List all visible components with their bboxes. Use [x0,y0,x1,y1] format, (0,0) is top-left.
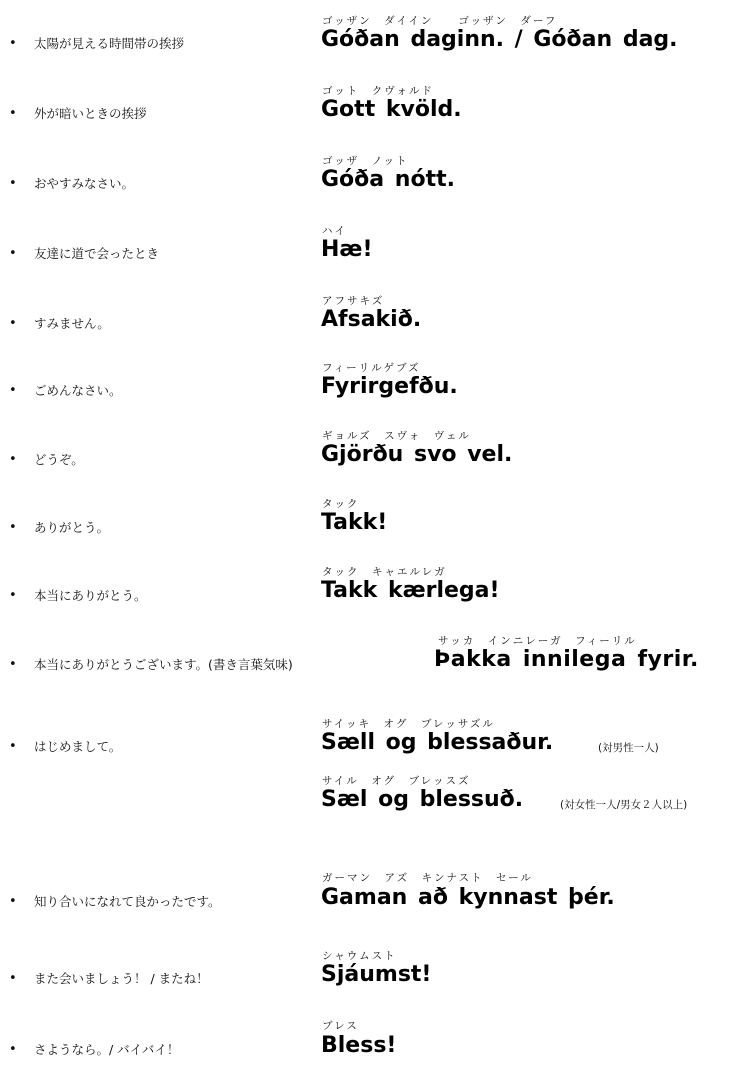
katakana-reading: タック キャエルレガ [322,566,447,578]
bullet-icon: • [9,176,17,191]
katakana-reading: シャウムスト [322,950,397,962]
japanese-meaning: どうぞ。 [34,452,84,467]
katakana-reading: ゴッザ ノット [322,155,409,167]
usage-note: (対男性一人) [598,742,659,754]
japanese-meaning: 外が暗いときの挨拶 [34,106,147,121]
bullet-icon: • [9,316,17,331]
katakana-reading: タック [322,498,360,510]
icelandic-phrase: Góðan daginn. / Góðan dag. [321,27,678,52]
japanese-meaning: 友達に道で会ったとき [34,246,160,261]
japanese-meaning: ごめんなさい。 [34,383,122,398]
bullet-icon: • [9,1042,17,1057]
icelandic-phrase: Sjáumst! [321,962,432,987]
japanese-meaning: 太陽が見える時間帯の挨拶 [34,36,185,51]
bullet-icon: • [9,971,17,986]
katakana-reading: ガーマン アズ キンナスト セール [322,872,533,884]
bullet-icon: • [9,246,17,261]
icelandic-phrase: Fyrirgefðu. [321,374,458,399]
icelandic-phrase: Þakka innilega fyrir. [434,647,699,672]
japanese-meaning: さようなら。/ バイバイ！ [34,1042,180,1057]
katakana-reading: ゴッザン ダイイン ゴッザン ダーフ [322,15,558,27]
katakana-reading: アフサキズ [322,295,385,307]
icelandic-phrase: Gott kvöld. [321,97,462,122]
icelandic-phrase: Sæl og blessuð. [321,787,524,812]
bullet-icon: • [9,452,17,467]
katakana-reading: ゴット クヴォルド [322,85,434,97]
japanese-meaning: おやすみなさい。 [34,176,135,191]
icelandic-phrase: Sæll og blessaður. [321,730,554,755]
japanese-meaning: 本当にありがとうございます。(書き言葉気味) [34,657,293,672]
bullet-icon: • [9,106,17,121]
icelandic-phrase: Afsakið. [321,307,422,332]
icelandic-phrase: Hæ! [321,237,373,262]
japanese-meaning: 知り合いになれて良かったです。 [34,894,221,909]
bullet-icon: • [9,36,17,51]
bullet-icon: • [9,520,17,535]
bullet-icon: • [9,894,17,909]
bullet-icon: • [9,657,17,672]
usage-note: (対女性一人/男女２人以上) [560,799,688,811]
katakana-reading: ギョルズ スヴォ ヴェル [322,430,471,442]
japanese-meaning: また会いましょう！ / またね！ [34,971,209,986]
japanese-meaning: 本当にありがとう。 [34,588,147,603]
icelandic-phrase: Bless! [321,1033,397,1058]
icelandic-phrase: Takk kærlega! [321,578,500,603]
japanese-meaning: すみません。 [34,316,110,331]
katakana-reading: ハイ [322,225,347,237]
icelandic-phrase: Góða nótt. [321,167,455,192]
bullet-icon: • [9,383,17,398]
icelandic-phrase: Gaman að kynnast þér. [321,885,615,910]
katakana-reading: サイル オグ ブレッスズ [322,775,471,787]
bullet-icon: • [9,588,17,603]
japanese-meaning: ありがとう。 [34,520,110,535]
katakana-reading: サイッキ オグ ブレッサズル [322,718,495,730]
katakana-reading: フィーリルゲブズ [322,362,421,374]
katakana-reading: ブレス [322,1020,359,1032]
japanese-meaning: はじめまして。 [34,739,122,754]
icelandic-phrase: Takk! [321,510,388,535]
katakana-reading: サッカ インニレーガ フィーリル [438,635,637,647]
icelandic-phrase: Gjörðu svo vel. [321,442,513,467]
bullet-icon: • [9,739,17,754]
